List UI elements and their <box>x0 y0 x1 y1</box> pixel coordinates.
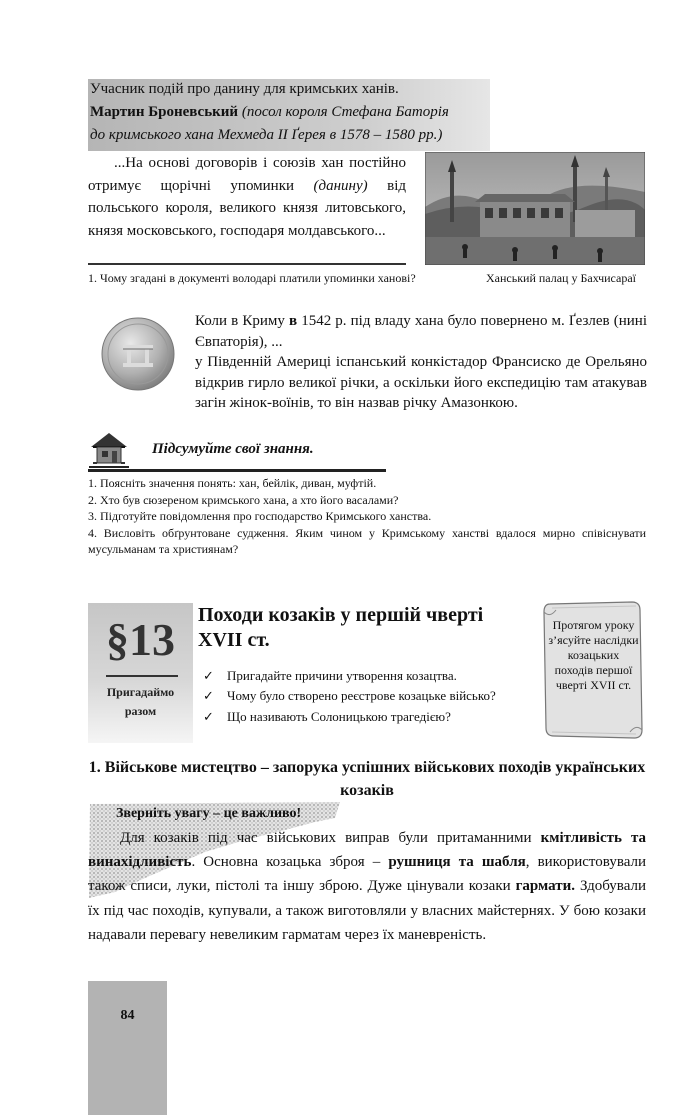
palace-image <box>425 152 645 265</box>
check-icon: ✓ <box>203 668 214 683</box>
recall-label: Пригадаймо разом <box>106 685 175 718</box>
fact-2: у Південній Америці іспанський конкістадор Франсиско де Орельяно відкрив гирло великої річки, а оскільки його експедицію там атакував загін жінок-воїнів, то він назвав річку Амазонкою. <box>195 354 647 411</box>
source-author-line <box>90 104 449 121</box>
list-item: 2. Хто був сюзереном кримського хана, а хто його васалами? <box>88 492 399 507</box>
fact-1: Коли в Криму в 1542 р. під владу хана було повернено м. Ґезлев (нині Євпаторія), ... <box>195 313 647 350</box>
attention-note: Зверніть увагу – це важливо! <box>116 806 302 821</box>
source-header <box>88 79 490 151</box>
source-author-note-2: до кримського хана Мехмеда ІІ Ґерея в 1578 – 1580 рр.) <box>90 127 443 143</box>
divider <box>88 263 406 265</box>
source-author: Мартин Броневський <box>90 104 239 120</box>
source-heading: Учасник подій про данину для кримських ханів. <box>90 81 399 97</box>
lesson-title: Походи козаків у першій чверті XVII ст. <box>198 604 484 651</box>
divider <box>88 469 386 472</box>
image-caption: Ханський палац у Бахчисараї <box>486 271 637 285</box>
topic-heading: 1. Військове мистецтво – запорука успішних військових походів українських козаків <box>88 759 646 799</box>
divider <box>106 675 178 677</box>
source-author-note: (посол короля Стефана Баторія <box>241 104 449 120</box>
recall-checklist <box>203 666 533 727</box>
list-item: ✓ Чому було створено реєстрове козацьке військо? <box>203 686 533 706</box>
quote-text-3: від польського короля, великого князя литовського, князя московського, господаря молдавського... <box>88 177 406 239</box>
source-question: 1. Чому згадані в документі володарі платили упоминки ханові? <box>88 271 416 285</box>
check-icon: ✓ <box>203 708 214 724</box>
section-number: §13 <box>106 614 175 665</box>
summary-title: Підсумуйте свої знання. <box>152 441 314 457</box>
interesting-facts <box>195 311 647 414</box>
check-icon: ✓ <box>203 688 214 704</box>
list-item: 1. Поясніть значення понять: хан, бейлік, диван, муфтій. <box>88 476 377 490</box>
page-number: 84 <box>120 1008 135 1023</box>
quote-text-2: (данину) <box>313 177 368 194</box>
list-item: ✓ Що називають Солоницькою трагедією? <box>203 707 533 727</box>
section-badge <box>88 603 193 743</box>
coin-icon <box>101 317 175 391</box>
list-item: 4. Висловіть обґрунтоване судження. Яким чином у Кримському ханстві вдалося мирно співіснувати мусульманам та християнам? <box>88 525 646 557</box>
lesson-goal: Протягом уроку з’ясуйте наслідки козацьких походів першої чверті XVII ст. <box>548 618 639 692</box>
topic-body: Для козаків під час військових виправ були притаманними кмітливість та винахідливість. Основна козацька зброя – рушниця та шабля, використовували також списи, луки, пістолі та іншу зброю. Дуже цінували козаки гармати. Здобували їх під час походів, купували, а також виготовляли у власних майстернях. У бою козаки надавали перевагу невеликим гарматам через їх маневреність. <box>88 830 647 943</box>
list-item: ✓ Пригадайте причини утворення козацтва. <box>203 666 533 686</box>
quote-text-1: ...На основі договорів і союзів хан постійно отримує щорічні упоминки <box>88 155 406 194</box>
list-item: 3. Підготуйте повідомлення про господарство Кримського ханства. <box>88 509 432 524</box>
hut-icon <box>89 429 129 469</box>
page-tab <box>88 981 167 1115</box>
summary-questions <box>88 475 646 558</box>
source-quote <box>88 152 406 242</box>
